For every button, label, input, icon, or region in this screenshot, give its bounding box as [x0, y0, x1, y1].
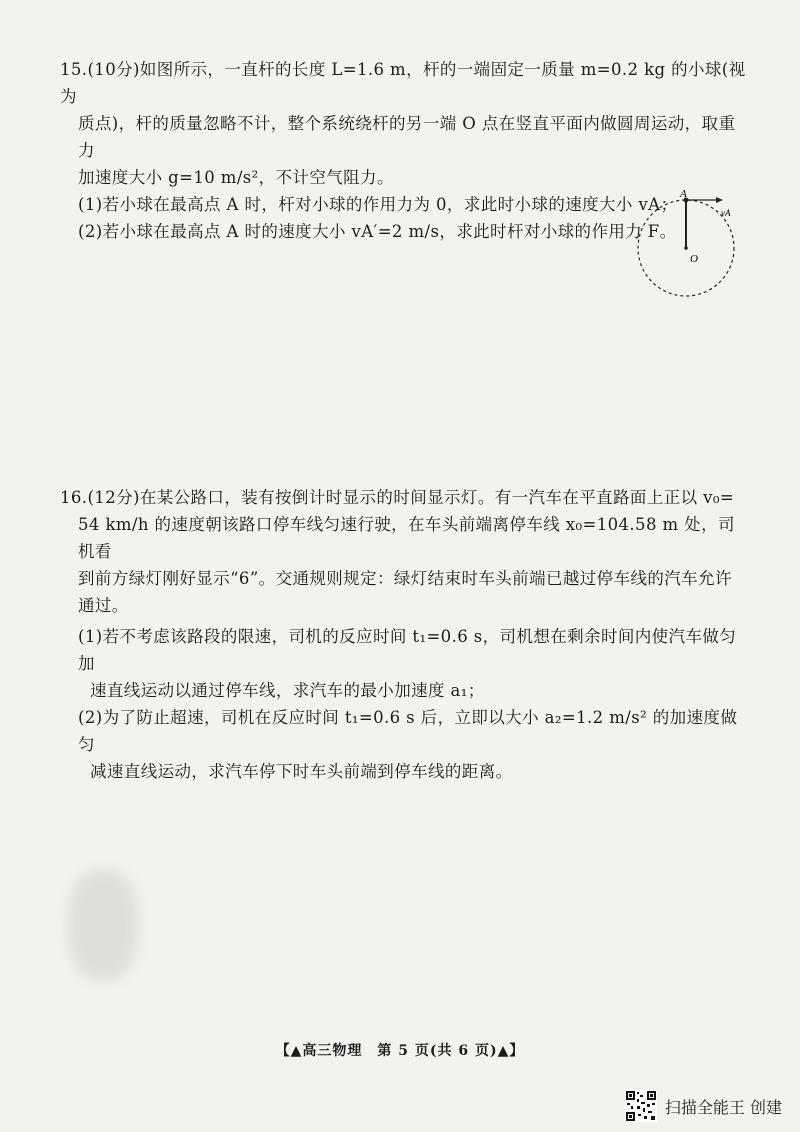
page-footer: 【▲高三物理 第 5 页(共 6 页)▲】 — [275, 1043, 525, 1059]
label-A: A — [680, 190, 687, 200]
q15-text-line1: 如图所示，一直杆的长度 L=1.6 m，杆的一端固定一质量 m=0.2 kg 的小球(视为 — [60, 60, 746, 106]
question-16 — [60, 484, 750, 785]
pivot-point — [684, 246, 688, 250]
q16-number: 16. — [60, 488, 88, 507]
q16-part1-line2: 速直线运动以通过停车线，求汽车的最小加速度 a₁； — [90, 681, 485, 700]
q15-points: (10分) — [87, 60, 140, 79]
q15-number: 15. — [60, 60, 88, 79]
q15-text-line2: 质点)，杆的质量忽略不计，整个系统绕杆的另一端 O 点在竖直平面内做圆周运动，取重力 — [78, 114, 736, 160]
scanner-watermark — [625, 1090, 782, 1122]
q16-text-line3: 到前方绿灯刚好显示“6”。交通规则规定：绿灯结束时车头前端已越过停车线的汽车允许 — [78, 569, 732, 588]
qr-code-icon — [625, 1090, 657, 1122]
q16-text-line1: 在某公路口，装有按倒计时显示的时间显示灯。有一汽车在平直路面上正以 v₀= — [139, 488, 735, 507]
q15-text-line3: 加速度大小 g=10 m/s²，不计空气阻力。 — [78, 168, 394, 187]
velocity-arrowhead — [716, 197, 723, 203]
watermark-text: 扫描全能王 创建 — [664, 1097, 782, 1117]
label-O: O — [690, 253, 698, 265]
q15-stem-line1 — [60, 56, 750, 110]
q16-points: (12分) — [87, 488, 140, 507]
q16-stem-line1 — [60, 484, 750, 511]
label-vA: vA — [721, 208, 731, 218]
q16-text-line2: 54 km/h 的速度朝该路口停车线匀速行驶，在车头前端离停车线 x₀=104.58 m 处，司机看 — [78, 515, 735, 561]
q16-text-line4: 通过。 — [78, 596, 129, 615]
q16-part2-line2: 减速直线运动，求汽车停下时车头前端到停车线的距离。 — [90, 762, 513, 781]
circular-motion-diagram — [632, 190, 752, 310]
paper-smudge — [68, 870, 138, 980]
q15-part1: (1)若小球在最高点 A 时，杆对小球的作用力为 0，求此时小球的速度大小 vA； — [78, 195, 678, 214]
q15-part2: (2)若小球在最高点 A 时的速度大小 vA′=2 m/s，求此时杆对小球的作用力 F。 — [78, 222, 677, 241]
q16-part2-line1: (2)为了防止超速，司机在反应时间 t₁=0.6 s 后，立即以大小 a₂=1.2 m/s² 的加速度做匀 — [78, 708, 738, 754]
q16-part1-line1: (1)若不考虑该路段的限速，司机的反应时间 t₁=0.6 s，司机想在剩余时间内使汽车做匀加 — [78, 627, 737, 673]
